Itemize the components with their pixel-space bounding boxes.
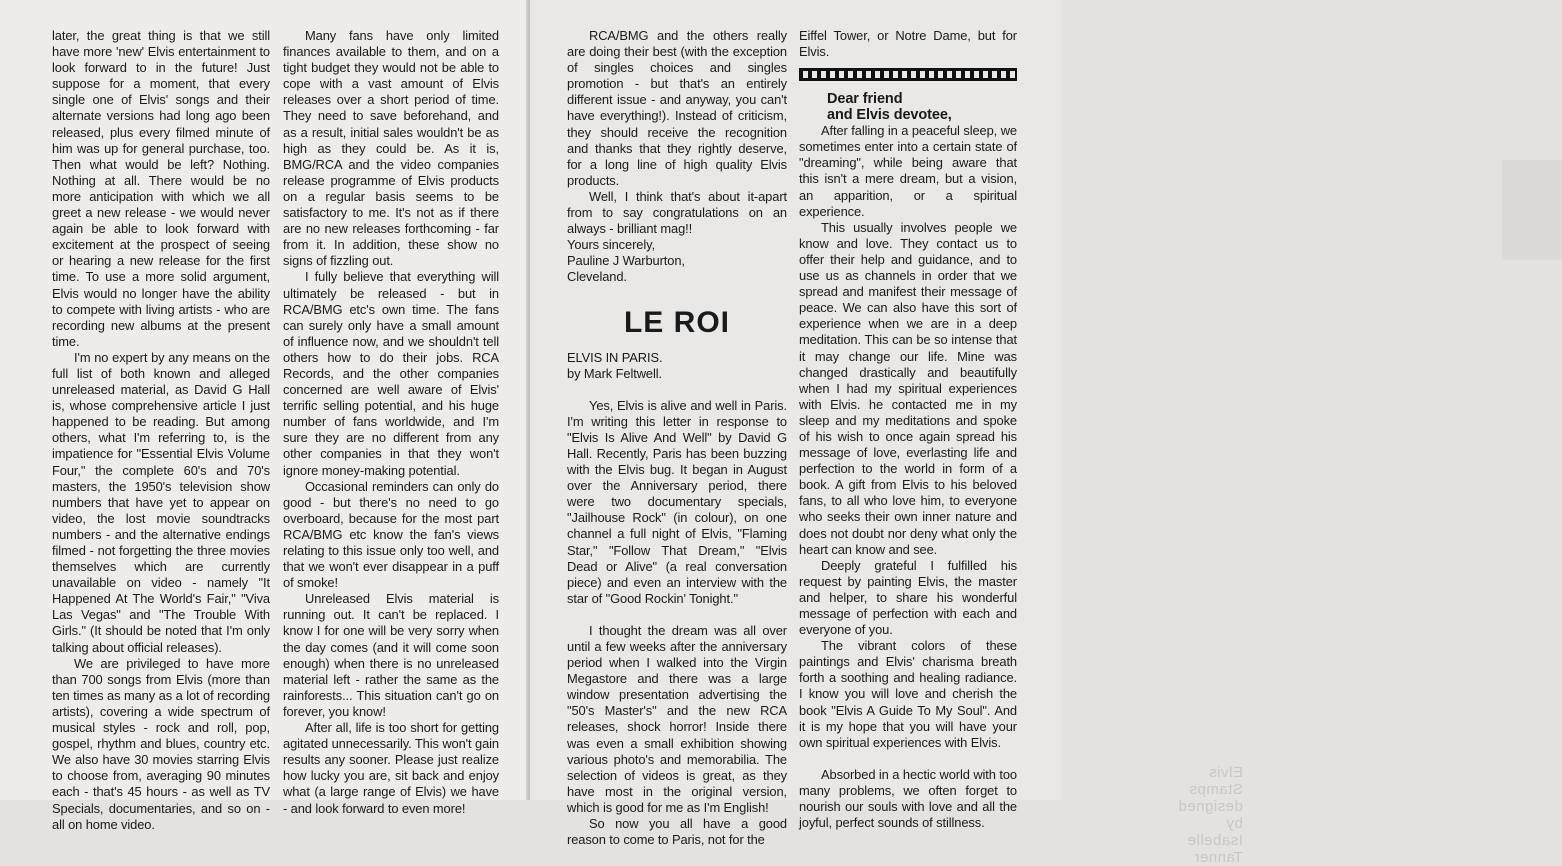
paragraph: We are privileged to have more than 700 songs from Elvis (more than ten times as many as a lot of recording artists), covering a wide spectrum of musical styles - rock and roll, pop, gospel, rhythm and blues, country etc. We also have 30 movies starring Elvis to choose from, averaging 90 minutes each - that's 45 hours - as well as TV Specials, documentaries, and so on - all on home video. xyxy=(52,655,270,832)
left-page-column-1 xyxy=(52,28,270,833)
paragraph: After falling in a peaceful sleep, we sometimes enter into a certain state of "dreaming", while being aware that this isn't a mere dream, but a vision, an apparition, or a spiritual experience. xyxy=(799,123,1017,219)
greeting-line-2: and Elvis devotee, xyxy=(827,107,952,124)
paragraph: I fully believe that everything will ultimately be released - but in RCA/BMG etc's own time. The fans can surely only have a small amount of influence now, and we shouldn't tell others how to do their jobs. RCA Records, and the other companies concerned are well aware of Elvis' terrific selling potential, and his huge number of fans worldwide, and I'm sure they are no different from any other companies in that they won't ignore money-making potential. xyxy=(283,269,499,478)
left-page xyxy=(0,0,530,832)
paragraph: Absorbed in a hectic world with too many problems, we often forget to nourish our souls with love and all the joyful, perfect sounds of stillness. xyxy=(799,766,1017,831)
right-page-column-2 xyxy=(799,28,1017,831)
show-through-caption: Elvis Stamps designed by Isabelle Tanner xyxy=(1178,764,1243,866)
paragraph: Many fans have only limited finances available to them, and on a tight budget they would not be able to cope with a vast amount of Elvis releases over a short period of time. They need to save beforehand, and as a result, initial sales wouldn't be as high as they could be. As it is, BMG/RCA and the video companies release programme of Elvis products on a regular basis seems to be satisfactory to me. It's not as if there are no new releases forthcoming - far from it. In addition, these show no signs of fizzling out. xyxy=(283,28,499,269)
article-title: ELVIS IN PARIS. xyxy=(567,349,663,365)
right-page-column-1 xyxy=(567,28,787,848)
paragraph: RCA/BMG and the others really are doing their best (with the exception of singles choices and singles promotion - but that's an entirely different issue - and anyway, you can't have everything!). Instead of criticism, they should receive the recognition and thanks that they rightly deserve, for a long line of high quality Elvis products. xyxy=(567,28,787,188)
signoff-line: Yours sincerely, xyxy=(567,237,655,253)
paragraph: The vibrant colors of these paintings and Elvis' charisma breath forth a soothing and healing radiance. I know you will love and cherish the book "Elvis A Guide To My Soul". And it is my hope that you will have your own spiritual experiences with Elvis. xyxy=(799,638,1017,750)
paragraph: After all, life is too short for getting agitated unnecessarily. This won't gain results any sooner. Please just realize how lucky you are, sit back and enjoy what (a large range of Elvis) we have - and look forward to even more! xyxy=(283,720,499,816)
paragraph: So now you all have a good reason to come to Paris, not for the xyxy=(567,816,787,848)
chain-divider xyxy=(799,68,1017,81)
paragraph: This usually involves people we know and love. They contact us to offer their help and guidance, and to use us as channels in order that we spread and manifest their message of peace. We can also have this sort of experience when we are in a deep meditation. This can be so intense that it may change our life. Mine was changed drastically and beautifully when I had my spiritual experiences with Elvis. he contacted me in my sleep and my meditations and spoke of his wish to once again spread his message of love, everlasting life and perfection to the world in form of a book. A gift from Elvis to his beloved fans, to all who love him, to everyone who seeks their own inner nature and does not doubt nor deny what only the heart can know and see. xyxy=(799,219,1017,557)
paragraph: Unreleased Elvis material is running out. It can't be replaced. I know I for one will be very sorry when the day comes (and it will come soon enough) when there is no unreleased material left - rather the same as the rainforests... This situation can't go on forever, you know! xyxy=(283,591,499,719)
signoff-name: Pauline J Warburton, xyxy=(567,253,685,269)
paragraph: Yes, Elvis is alive and well in Paris. I'm writing this letter in response to "Elvis Is Alive And Well" by David G Hall. Recently, Paris has been buzzing with the Elvis bug. It began in August over the Anniversary period, there were two documentary specials, "Jailhouse Rock" (in colour), on one channel a full night of Elvis, "Flaming Star," "Follow That Dream," "Elvis Dead or Alive" (a real conversation piece) and even an interview with the star of "Good Rockin' Tonight." xyxy=(567,397,787,606)
paragraph: Eiffel Tower, or Notre Dame, but for Elvis. xyxy=(799,28,1017,60)
paragraph: Well, I think that's about it-apart from to say congratulations on an always - brilliant mag!! xyxy=(567,188,787,237)
byline: by Mark Feltwell. xyxy=(567,365,662,381)
section-title: LE ROI xyxy=(623,305,730,339)
greeting-line-1: Dear friend xyxy=(827,91,903,108)
show-through-stamp xyxy=(1502,160,1562,260)
paragraph: I thought the dream was all over until a few weeks after the anniversary period when I walked into the Virgin Megastore and there was a large window presentation advertising the "50's Master's" and the new RCA releases, shock horror! Inside there was even a small exhibition showing various photo's and memorabilia. The selection of videos is great, as they have most in the original version, which is good for me as I'm English! xyxy=(567,622,787,815)
paragraph: later, the great thing is that we still have more 'new' Elvis entertainment to look forward to in the future! Just suppose for a moment, that every single one of Elvis' songs and their alternate versions had long ago been released, plus every filmed minute of him was up for general purchase, too. Then what would be left? Nothing. Nothing at all. There would be no more anticipation with which we all greet a new release - we would never again be able to look forward with excitement at the prospect of seeing or hearing a new release for the first time. To use a more solid argument, Elvis would no longer have the ability to compete with living artists - who are recording new albums at the present time. xyxy=(52,28,270,349)
signoff-town: Cleveland. xyxy=(567,269,627,285)
paragraph: Occasional reminders can only do good - but there's no need to go overboard, because for the most part RCA/BMG etc know the fan's views relating to this issue only too well, and that we won't ever disappear in a puff of smoke! xyxy=(283,478,499,591)
paragraph: Deeply grateful I fulfilled his request by painting Elvis, the master and helper, to share his wonderful message of perfection with each and everyone of you. xyxy=(799,557,1017,638)
paragraph: I'm no expert by any means on the full list of both known and alleged unreleased material, as David G Hall is, whose comprehensive article I just happened to be reading. But among others, what I'm referring to, is the impatience for "Essential Elvis Volume Four," the complete 60's and 70's masters, the 1950's television show numbers that have yet to appear on video, the lost movie soundtracks numbers - and the alternative endings filmed - not forgetting the three movies themselves which are currently unavailable on video - namely "It Happened At The World's Fair," "Viva Las Vegas" and "The Trouble With Girls." (It should be noted that I'm only talking about official releases). xyxy=(52,349,270,655)
left-page-column-2 xyxy=(283,28,499,817)
